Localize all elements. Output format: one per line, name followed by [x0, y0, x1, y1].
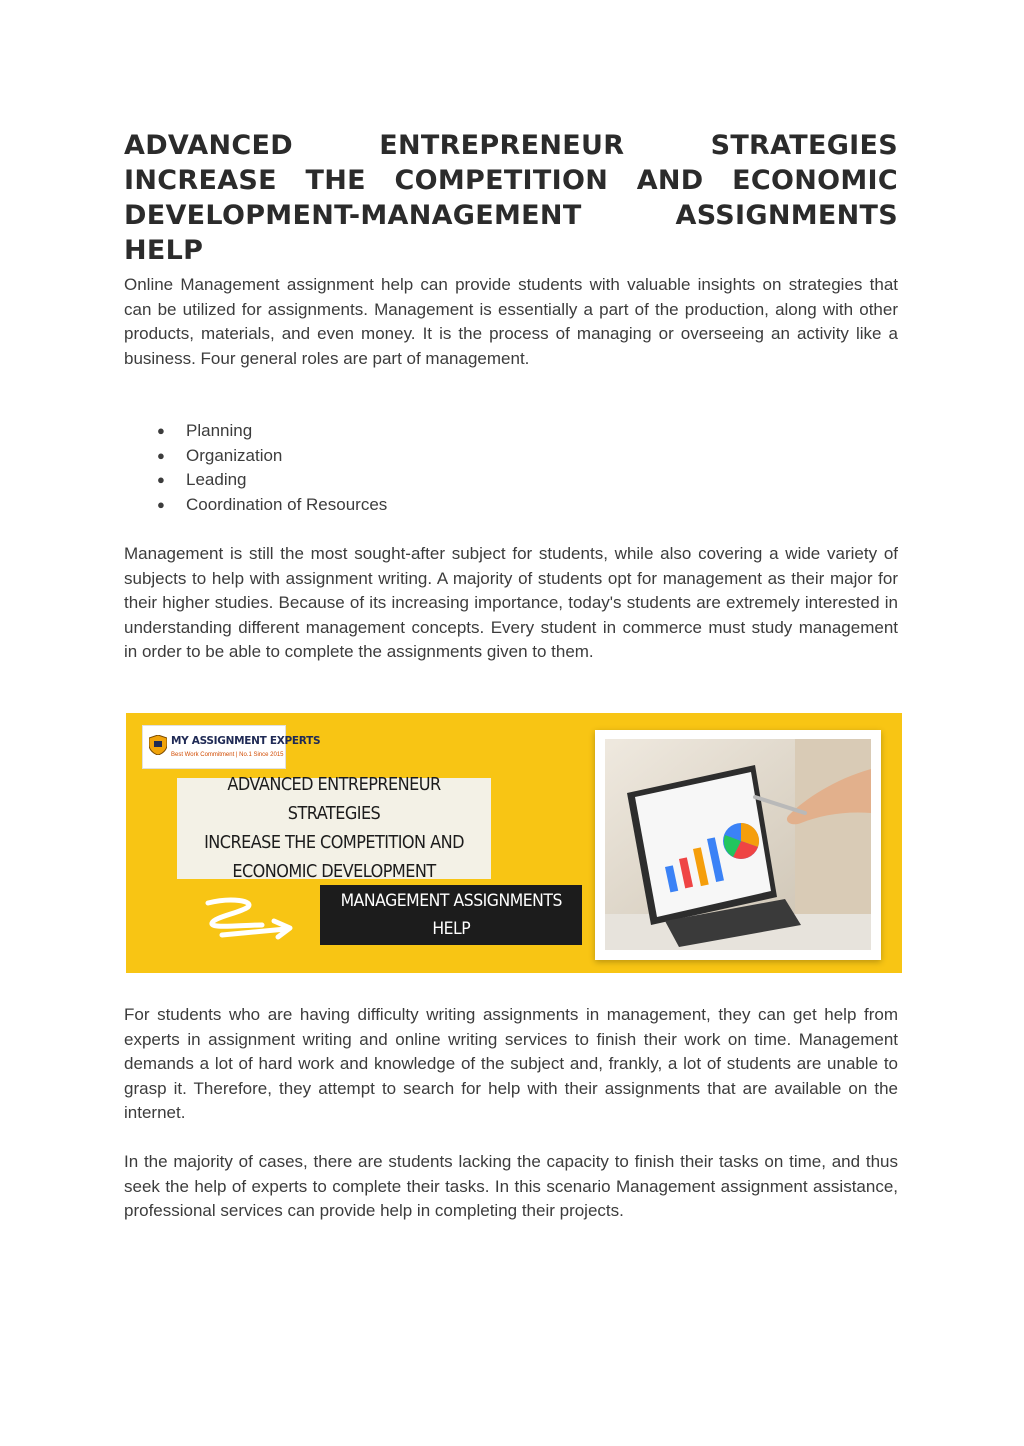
intro-paragraph: Online Management assignment help can provide students with valuable insights on strategies that can be utilized for assignments. Management is essentially a part of the production, along with other products, materials, and even money. It is the process of managing or overseeing an activity like a business. Four general roles are part of management. [124, 275, 898, 368]
banner-headline-box [177, 774, 491, 882]
banner-label-box [320, 885, 582, 945]
third-paragraph: For students who are having difficulty writing assignments in management, they can get help from experts in assignment writing and online writing services to finish their work on time. Management demands a lot of hard work and knowledge of the subject and, frankly, a lot of students are unable to grasp it. Therefore, they attempt to search for help with their assignments that are available on the internet. [124, 1005, 898, 1122]
bullet-icon: ● [157, 472, 165, 487]
logo-tagline: Best Work Commitment | No.1 Since 2015 [171, 752, 284, 758]
photo-frame [595, 730, 881, 960]
list-item [124, 493, 387, 518]
banner-image [126, 713, 902, 973]
list-item-label: Coordination of Resources [186, 494, 388, 514]
arrow-swoosh-icon [202, 895, 298, 943]
banner-label: MANAGEMENT ASSIGNMENTS HELP [340, 891, 562, 939]
list-item-label: Organization [186, 445, 283, 465]
logo-name: MY ASSIGNMENT EXPERTS [171, 735, 321, 747]
shield-icon [149, 735, 167, 755]
second-paragraph: Management is still the most sought-after subject for students, while also covering a wide variety of subjects to help with assignment writing. A majority of students opt for management as their major for their higher studies. Because of its increasing importance, today's students are extremely interested in understanding different management concepts. Every student in commerce must study management in order to be able to complete the assignments given to them. [124, 544, 898, 661]
bullet-icon: ● [157, 496, 165, 512]
brand-logo [142, 725, 321, 769]
list-item [124, 444, 387, 469]
tablet-chart-photo-icon [605, 739, 871, 950]
fourth-paragraph: In the majority of cases, there are students lacking the capacity to finish their tasks on time, and thus seek the help of experts to complete their tasks. In this scenario Management assignment assistance, professional services can provide help in completing their projects. [124, 1152, 898, 1220]
list-item [124, 468, 387, 493]
banner-headline: ADVANCED ENTREPRENEUR STRATEGIES INCREASE THE COMPETITION AND ECONOMIC DEVELOPMENT [204, 774, 464, 882]
list-item-label: Leading [186, 470, 247, 489]
list-item-label: Planning [186, 421, 253, 440]
roles-list [124, 419, 387, 517]
page-title: ADVANCED ENTREPRENEUR STRATEGIES INCREASE THE COMPETITION AND ECONOMIC DEVELOPMENT-MANAGEMENT ASSIGNMENTS HELP [124, 130, 898, 266]
bullet-icon: ● [157, 423, 165, 438]
bullet-icon: ● [157, 447, 165, 463]
list-item [124, 419, 387, 444]
